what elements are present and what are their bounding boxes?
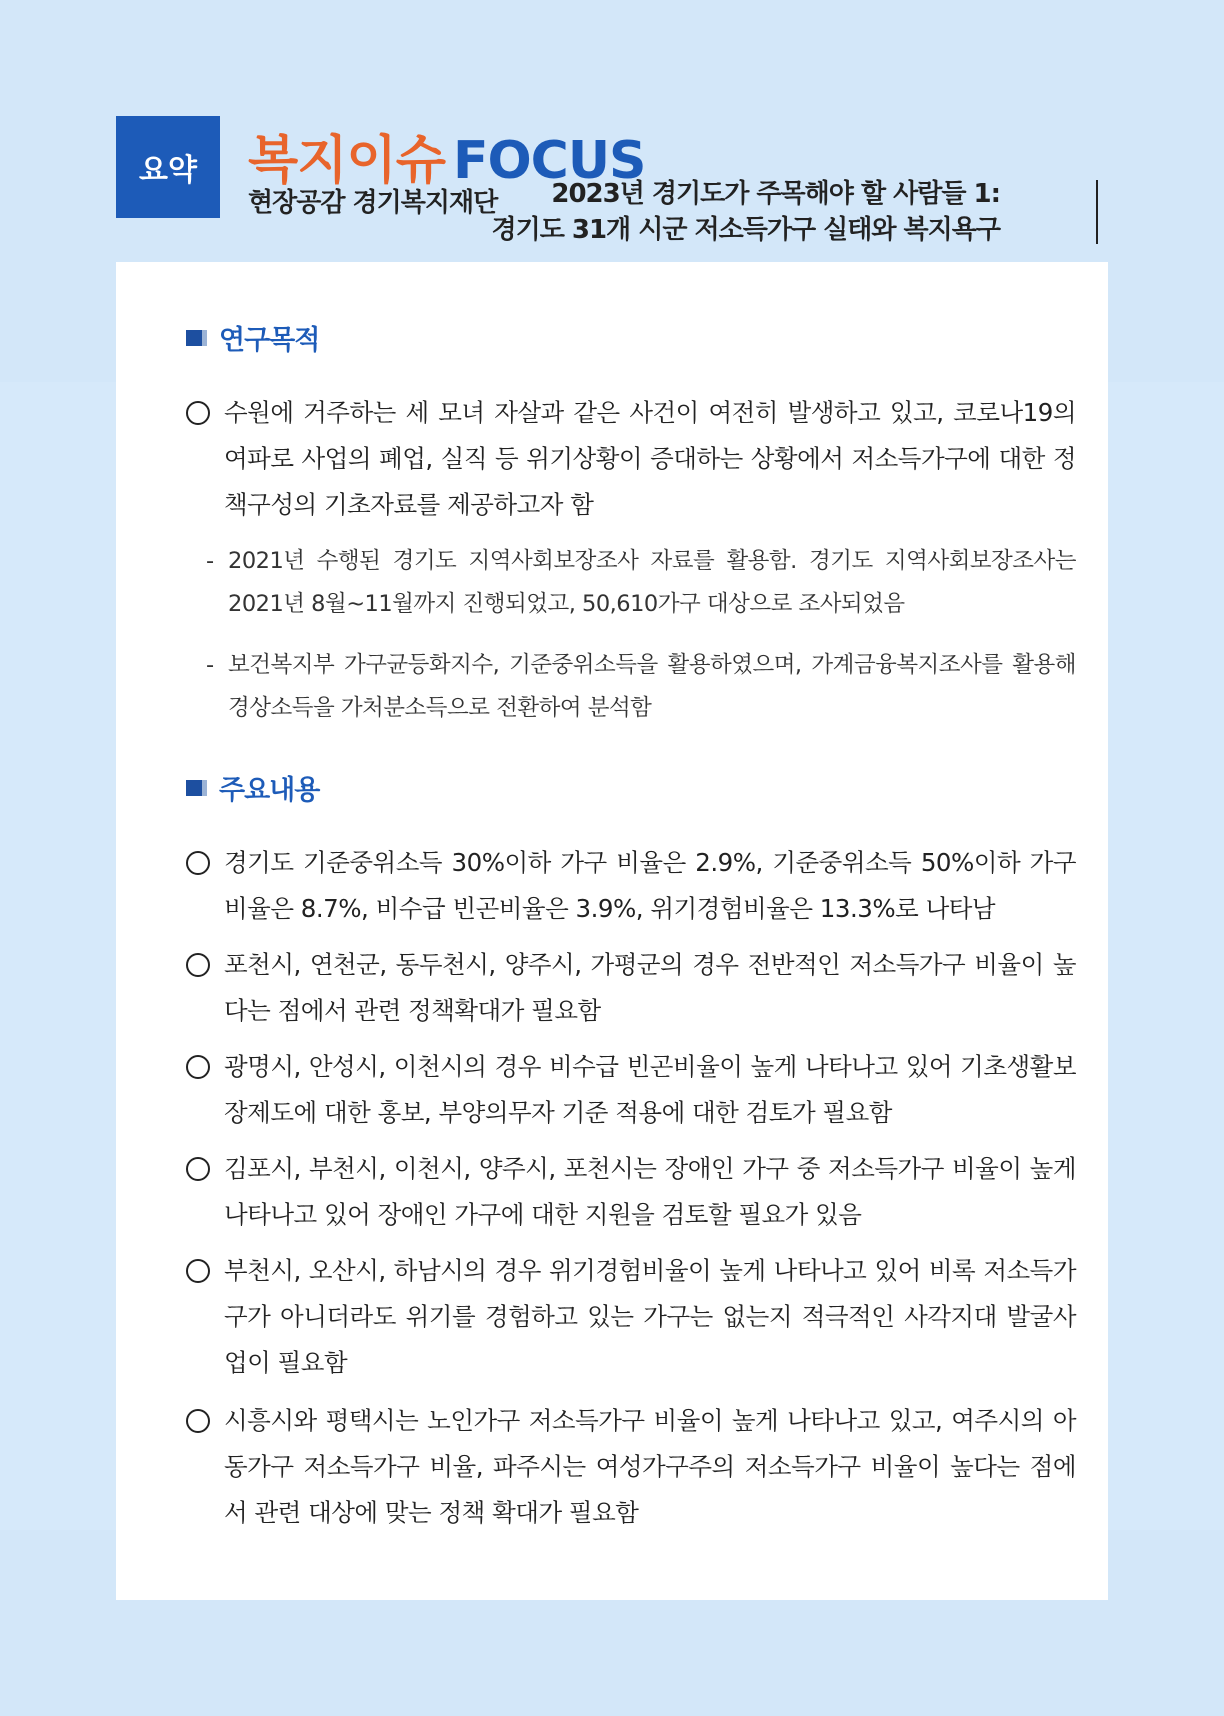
list-item <box>186 1146 1076 1238</box>
list-item-text: 시흥시와 평택시는 노인가구 저소득가구 비율이 높게 나타나고 있고, 여주시의 아동가구 저소득가구 비율, 파주시는 여성가구주의 저소득가구 비율이 높다는 점에서 관련 대상에 맞는 정책 확대가 필요함 <box>224 1406 1076 1527</box>
publisher-subtitle: 현장공감 경기복지재단 <box>248 188 498 218</box>
section-heading-label: 주요내용 <box>219 775 320 806</box>
sub-list-item-text: 보건복지부 가구균등화지수, 기준중위소득을 활용하였으며, 가계금융복지조사를 활용해 경상소득을 가처분소득으로 전환하여 분석함 <box>228 652 1076 721</box>
list-item-text: 포천시, 연천군, 동두천시, 양주시, 가평군의 경우 전반적인 저소득가구 비율이 높다는 점에서 관련 정책확대가 필요함 <box>224 950 1076 1025</box>
content-card <box>116 262 1108 1600</box>
square-bullet-icon <box>186 330 207 346</box>
brand-korean: 복지이슈 <box>248 131 445 191</box>
circle-bullet-icon <box>186 1259 210 1283</box>
brand-english: FOCUS <box>452 131 646 191</box>
list-item-text: 수원에 거주하는 세 모녀 자살과 같은 사건이 여전히 발생하고 있고, 코로나19의 여파로 사업의 폐업, 실직 등 위기상황이 증대하는 상황에서 저소득가구에 대한 정책구성의 기초자료를 제공하고자 함 <box>224 398 1076 519</box>
section-heading-purpose <box>186 318 319 357</box>
dash-bullet: - <box>206 548 214 574</box>
sub-list-item-text: 2021년 수행된 경기도 지역사회보장조사 자료를 활용함. 경기도 지역사회보장조사는 2021년 8월~11월까지 진행되었고, 50,610가구 대상으로 조사되었음 <box>228 548 1076 617</box>
report-title-line1: 2023년 경기도가 주목해야 할 사람들 1: <box>551 179 1000 209</box>
list-item <box>186 390 1076 528</box>
list-item <box>186 1398 1076 1536</box>
circle-bullet-icon <box>186 1055 210 1079</box>
section-heading-main <box>186 768 319 807</box>
summary-badge: 요약 <box>116 116 220 218</box>
list-item <box>186 942 1076 1034</box>
circle-bullet-icon <box>186 401 210 425</box>
list-item <box>186 1248 1076 1386</box>
list-item <box>186 840 1076 932</box>
circle-bullet-icon <box>186 1157 210 1181</box>
dash-bullet: - <box>206 652 214 678</box>
list-item-text: 김포시, 부천시, 이천시, 양주시, 포천시는 장애인 가구 중 저소득가구 비율이 높게 나타나고 있어 장애인 가구에 대한 지원을 검토할 필요가 있음 <box>224 1154 1076 1229</box>
circle-bullet-icon <box>186 851 210 875</box>
sub-list-item <box>206 540 1076 626</box>
list-item-text: 경기도 기준중위소득 30%이하 가구 비율은 2.9%, 기준중위소득 50%이하 가구 비율은 8.7%, 비수급 빈곤비율은 3.9%, 위기경험비율은 13.3%로 나타남 <box>224 848 1076 923</box>
section-heading-label: 연구목적 <box>219 325 320 356</box>
square-bullet-icon <box>186 780 207 796</box>
list-item-text: 부천시, 오산시, 하남시의 경우 위기경험비율이 높게 나타나고 있어 비록 저소득가구가 아니더라도 위기를 경험하고 있는 가구는 없는지 적극적인 사각지대 발굴사업이 필요함 <box>224 1256 1076 1377</box>
circle-bullet-icon <box>186 1409 210 1433</box>
report-title-line2: 경기도 31개 시군 저소득가구 실태와 복지욕구 <box>491 215 1000 245</box>
sub-list-item <box>206 644 1076 730</box>
report-title <box>491 176 1000 248</box>
title-divider <box>1096 180 1098 244</box>
list-item <box>186 1044 1076 1136</box>
circle-bullet-icon <box>186 953 210 977</box>
list-item-text: 광명시, 안성시, 이천시의 경우 비수급 빈곤비율이 높게 나타나고 있어 기초생활보장제도에 대한 홍보, 부양의무자 기준 적용에 대한 검토가 필요함 <box>224 1052 1076 1127</box>
